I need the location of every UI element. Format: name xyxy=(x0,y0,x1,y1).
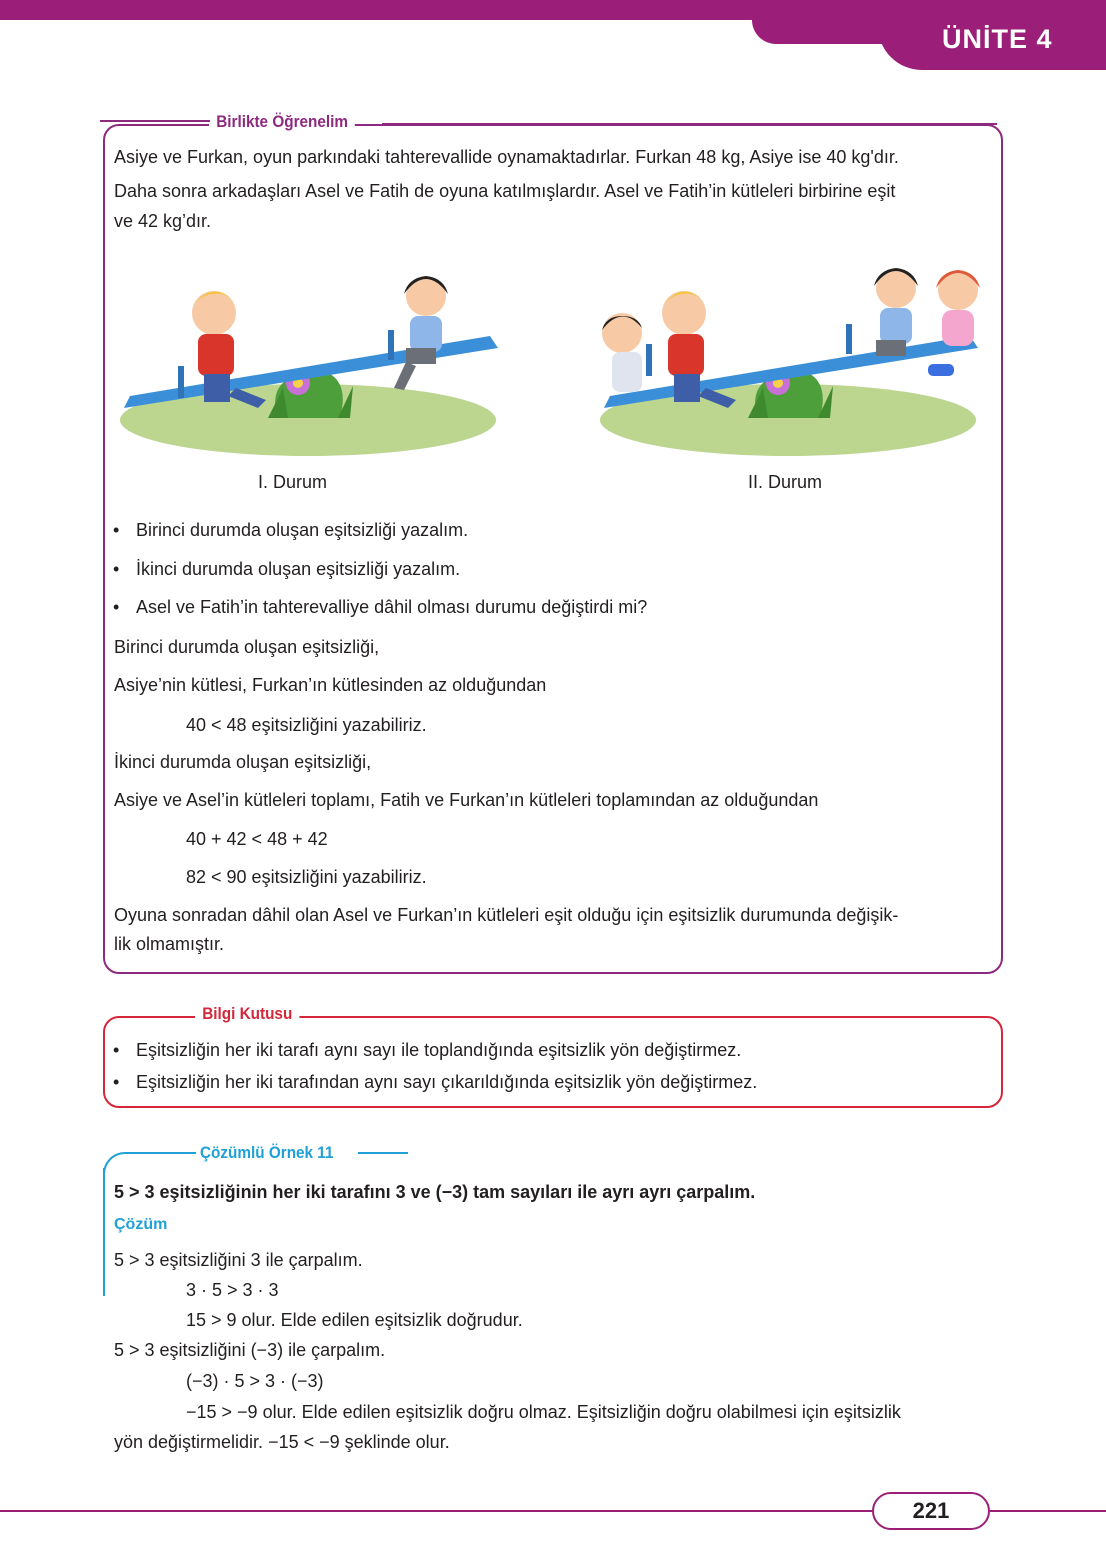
bullet-text: Asel ve Fatih’in tahterevalliye dâhil olması durumu değiştirdi mi? xyxy=(136,597,648,617)
solution-line: 15 > 9 olur. Elde edilen eşitsizlik doğrudur. xyxy=(186,1310,523,1330)
answer-line: İkinci durumda oluşan eşitsizliği, xyxy=(114,752,372,772)
seesaw-illustration-1 xyxy=(118,258,508,458)
solution-line: (−3) · 5 > 3 · (−3) xyxy=(186,1371,324,1391)
example-rule-left xyxy=(150,1152,196,1154)
example-question: 5 > 3 eşitsizliğinin her iki tarafını 3 ve (−3) tam sayıları ile ayrı ayrı çarpalım. xyxy=(114,1182,756,1202)
answer-inequality: 40 < 48 eşitsizliğini yazabiliriz. xyxy=(186,715,427,735)
footer-rule-right xyxy=(990,1510,1106,1512)
seesaw-illustration-2 xyxy=(598,258,998,458)
info-box xyxy=(103,1004,1003,1108)
answer-inequality: 82 < 90 eşitsizliğini yazabiliriz. xyxy=(186,867,427,887)
solution-line: yön değiştirmelidir. −15 < −9 şeklinde olur. xyxy=(114,1432,450,1452)
learn-box-title xyxy=(209,112,355,132)
bullet-text: İkinci durumda oluşan eşitsizliği yazalım. xyxy=(136,559,461,579)
page-number: 221 xyxy=(872,1492,990,1530)
learn-title-rule-right xyxy=(382,123,997,125)
example-rule-right xyxy=(358,1152,408,1154)
solution-label: Çözüm xyxy=(114,1216,168,1233)
solution-line: −15 > −9 olur. Elde edilen eşitsizlik doğru olmaz. Eşitsizliğin doğru olabilmesi için eşitsizlik xyxy=(186,1402,901,1422)
intro-line-2: Daha sonra arkadaşları Asel ve Fatih de oyuna katılmışlardır. Asel ve Fatih’in kütleleri birbirine eşit xyxy=(114,181,896,201)
answer-line: Oyuna sonradan dâhil olan Asel ve Furkan’ın kütleleri eşit olduğu için eşitsizlik durumunda değişik- xyxy=(114,905,899,925)
learn-box-title-text: Birlikte Öğrenelim xyxy=(216,112,348,131)
learn-title-rule-left xyxy=(100,120,210,122)
answer-line: Birinci durumda oluşan eşitsizliği, xyxy=(114,637,380,657)
intro-line-3: ve 42 kg’dır. xyxy=(114,211,212,231)
bullet-text: Birinci durumda oluşan eşitsizliği yazalım. xyxy=(136,520,469,540)
info-bullet-text: Eşitsizliğin her iki tarafından aynı sayı çıkarıldığında eşitsizlik yön değiştirmez. xyxy=(136,1072,758,1092)
example-frame-side xyxy=(103,1168,105,1296)
answer-inequality: 40 + 42 < 48 + 42 xyxy=(186,829,328,849)
answer-line: lik olmamıştır. xyxy=(114,934,225,954)
footer-rule-left xyxy=(0,1510,872,1512)
learn-title-gap xyxy=(382,120,992,122)
caption-durum-2: II. Durum xyxy=(748,472,823,492)
unit-title: ÜNİTE 4 xyxy=(942,24,1053,54)
answer-line: Asiye’nin kütlesi, Furkan’ın kütlesinden az olduğundan xyxy=(114,675,547,695)
solution-line: 5 > 3 eşitsizliğini 3 ile çarpalım. xyxy=(114,1250,363,1270)
example-frame-corner xyxy=(103,1152,153,1182)
info-box-title-text: Bilgi Kutusu xyxy=(202,1004,293,1023)
info-bullet-text: Eşitsizliğin her iki tarafı aynı sayı ile toplandığında eşitsizlik yön değiştirmez. xyxy=(136,1040,742,1060)
info-box-title xyxy=(195,1004,299,1024)
caption-durum-1: I. Durum xyxy=(258,472,328,492)
solution-line: 3 · 5 > 3 · 3 xyxy=(186,1280,279,1300)
answer-line: Asiye ve Asel’in kütleleri toplamı, Fatih ve Furkan’ın kütleleri toplamından az olduğundan xyxy=(114,790,819,810)
intro-line-1: Asiye ve Furkan, oyun parkındaki tahterevallide oynamaktadırlar. Furkan 48 kg, Asiye ise 40 kg'dır. xyxy=(114,147,899,167)
solution-line: 5 > 3 eşitsizliğini (−3) ile çarpalım. xyxy=(114,1340,386,1360)
example-title: Çözümlü Örnek 11 xyxy=(200,1143,334,1162)
